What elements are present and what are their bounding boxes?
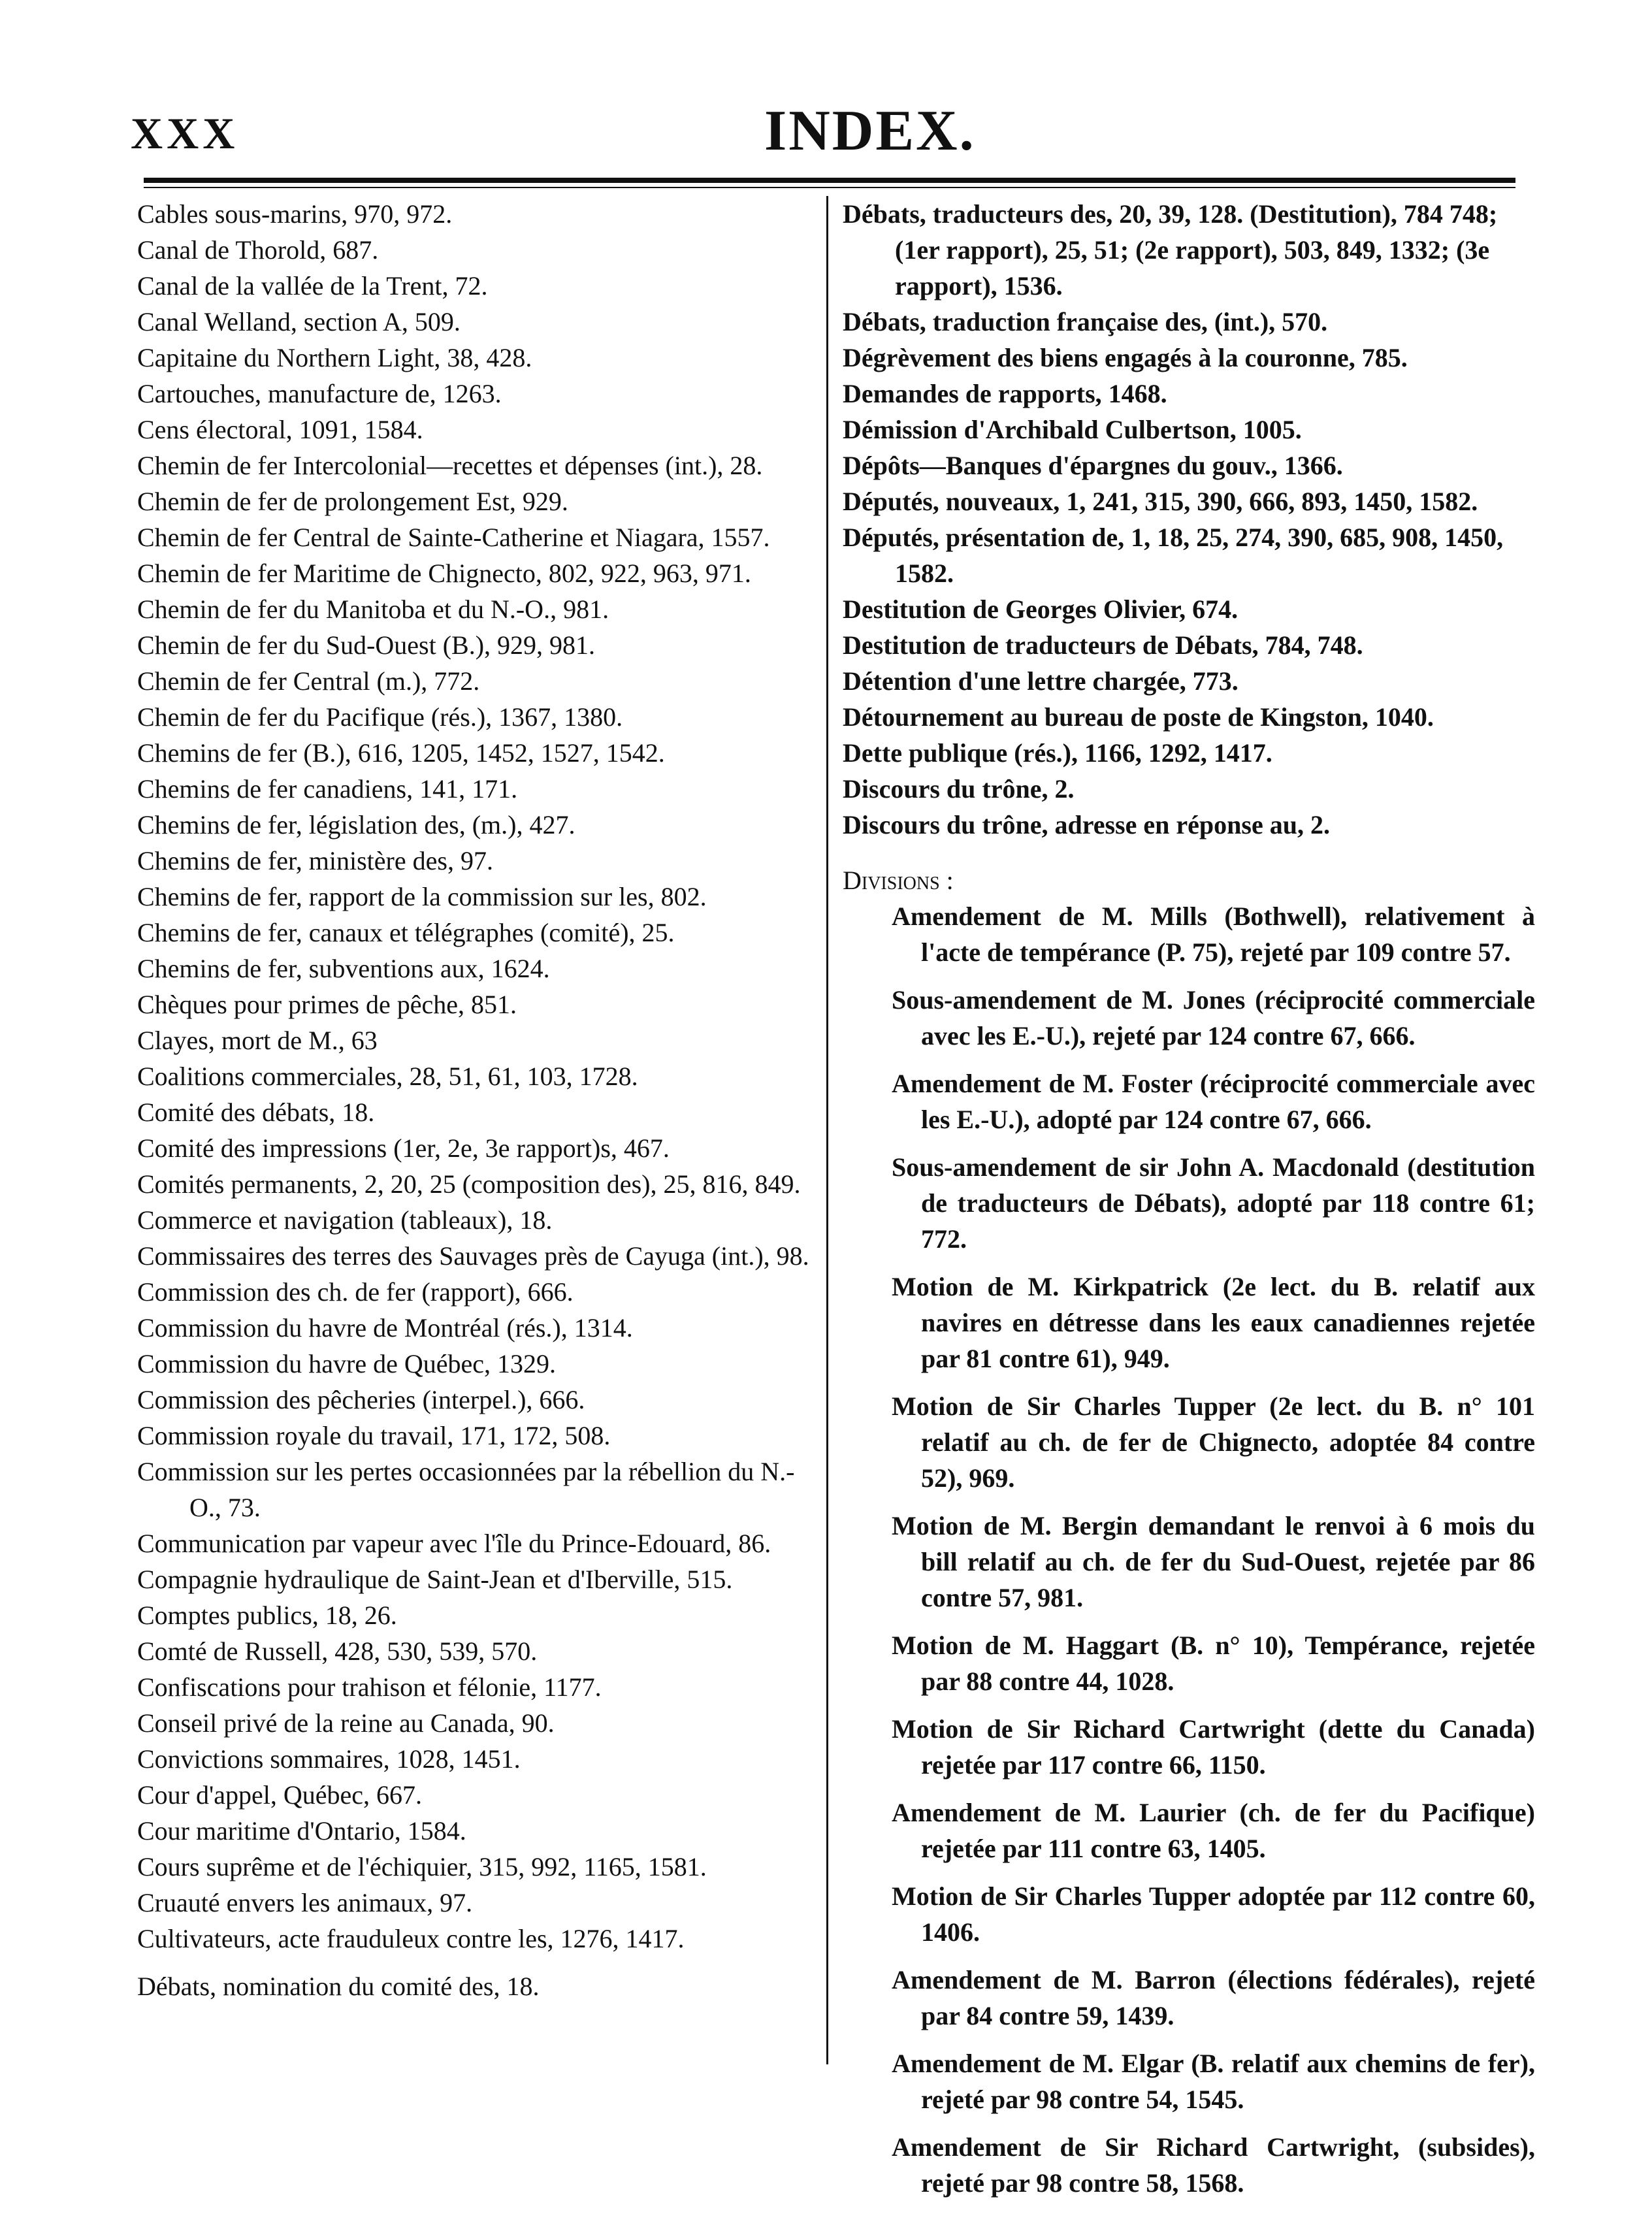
index-entry: Détention d'une lettre chargée, 773. [843, 666, 1239, 696]
index-entry: Députés, nouveaux, 1, 241, 315, 390, 666, 893, 1450, 1582. [843, 487, 1478, 516]
index-entry: Cour maritime d'Ontario, 1584. [137, 1816, 466, 1846]
division-entry: Amendement de M. Barron (élections fédérales), rejeté par 84 contre 59, 1439. [892, 1965, 1535, 2030]
index-entry: Chemins de fer (B.), 616, 1205, 1452, 1527, 1542. [137, 738, 665, 768]
division-entry: Motion de M. Kirkpatrick (2e lect. du B. relatif aux navires en détresse dans les eaux canadiennes rejetée par 81 contre 61), 949. [892, 1272, 1535, 1373]
division-entry: Amendement de Sir Richard Cartwright, (subsides), rejeté par 98 contre 58, 1568. [892, 2132, 1535, 2198]
index-entry: Cens électoral, 1091, 1584. [137, 415, 423, 444]
index-entry: Clayes, mort de M., 63 [137, 1026, 378, 1055]
index-entry: Demandes de rapports, 1468. [843, 379, 1167, 408]
page-number: XXX [131, 108, 239, 158]
index-entry: Capitaine du Northern Light, 38, 428. [137, 343, 532, 372]
index-entry: Cour d'appel, Québec, 667. [137, 1780, 422, 1810]
left-column [137, 196, 817, 2004]
header-rule [144, 178, 1515, 183]
division-entry: Sous-amendement de sir John A. Macdonald (destitution de traducteurs de Débats), adopté par 118 contre 61; 772. [892, 1152, 1535, 1254]
index-entry: Chemins de fer, canaux et télégraphes (comité), 25. [137, 918, 675, 947]
index-entry: Chemins de fer, rapport de la commission sur les, 802. [137, 882, 707, 911]
divisions-heading: Divisions : [843, 866, 954, 895]
division-entry: Sous-amendement de M. Jones (réciprocité commerciale avec les E.-U.), rejeté par 124 contre 67, 666. [892, 985, 1535, 1050]
index-entry: Comités permanents, 2, 20, 25 (composition des), 25, 816, 849. [137, 1169, 801, 1199]
index-entry: Chemin de fer de prolongement Est, 929. [137, 487, 568, 516]
index-entry: Chemin de fer du Pacifique (rés.), 1367, 1380. [137, 702, 623, 732]
index-entry: Chemin de fer du Sud-Ouest (B.), 929, 981. [137, 630, 596, 660]
index-entry: Chemins de fer, législation des, (m.), 427. [137, 810, 575, 839]
header-rule-thin [144, 187, 1515, 188]
index-entry: Canal de la vallée de la Trent, 72. [137, 271, 488, 301]
index-entry: Commission du havre de Montréal (rés.), 1314. [137, 1313, 633, 1342]
index-entry: Chemins de fer, ministère des, 97. [137, 846, 493, 875]
index-entry: Destitution de Georges Olivier, 674. [843, 594, 1239, 624]
division-entry: Amendement de M. Mills (Bothwell), relativement à l'acte de tempérance (P. 75), rejeté par 109 contre 57. [892, 902, 1535, 967]
division-entry: Motion de Sir Charles Tupper (2e lect. du B. n° 101 relatif au ch. de fer de Chignecto, adoptée 84 contre 52), 969. [892, 1391, 1535, 1493]
division-entry: Motion de M. Haggart (B. n° 10), Tempérance, rejetée par 88 contre 44, 1028. [892, 1631, 1535, 1696]
index-entry: Canal de Thorold, 687. [137, 235, 379, 265]
index-entry: Démission d'Archibald Culbertson, 1005. [843, 415, 1302, 444]
index-entry: Discours du trône, adresse en réponse au, 2. [843, 810, 1330, 839]
division-entry: Amendement de M. Elgar (B. relatif aux chemins de fer), rejeté par 98 contre 54, 1545. [892, 2049, 1535, 2114]
division-entry: Motion de Sir Richard Cartwright (dette du Canada) rejetée par 117 contre 66, 1150. [892, 1714, 1535, 1780]
division-entry: Amendement de M. Laurier (ch. de fer du Pacifique) rejetée par 111 contre 63, 1405. [892, 1798, 1535, 1863]
index-entry: Convictions sommaires, 1028, 1451. [137, 1744, 521, 1774]
index-entry: Chemin de fer Maritime de Chignecto, 802, 922, 963, 971. [137, 559, 751, 588]
index-entry: Communication par vapeur avec l'île du Prince-Edouard, 86. [137, 1529, 771, 1558]
index-entry: Comptes publics, 18, 26. [137, 1601, 397, 1630]
index-entry: Débats, traducteurs des, 20, 39, 128. (Destitution), 784 748; (1er rapport), 25, 51; (2e rapport), 503, 849, 1332; (3e rapport), 1536. [843, 199, 1498, 301]
index-entry: Compagnie hydraulique de Saint-Jean et d'Iberville, 515. [137, 1565, 733, 1594]
index-entry: Chèques pour primes de pêche, 851. [137, 990, 517, 1019]
right-column [843, 196, 1535, 2201]
column-divider [826, 196, 828, 2064]
index-entry: Dépôts—Banques d'épargnes du gouv., 1366. [843, 451, 1343, 480]
division-entry: Amendement de M. Foster (réciprocité commerciale avec les E.-U.), adopté par 124 contre 67, 666. [892, 1069, 1535, 1134]
index-entry: Cartouches, manufacture de, 1263. [137, 379, 502, 408]
index-entry: Conseil privé de la reine au Canada, 90. [137, 1708, 555, 1738]
index-entry: Députés, présentation de, 1, 18, 25, 274, 390, 685, 908, 1450, 1582. [843, 523, 1504, 588]
index-entry: Cables sous-marins, 970, 972. [137, 199, 453, 229]
index-entry: Cruauté envers les animaux, 97. [137, 1888, 473, 1917]
division-entry: Motion de Sir Charles Tupper adoptée par 112 contre 60, 1406. [892, 1881, 1535, 1947]
index-entry: Commission des ch. de fer (rapport), 666. [137, 1277, 574, 1307]
index-entry: Détournement au bureau de poste de Kingston, 1040. [843, 702, 1434, 732]
index-entry: Chemin de fer Central de Sainte-Catherine et Niagara, 1557. [137, 523, 770, 552]
index-entry: Chemin de fer Intercolonial—recettes et dépenses (int.), 28. [137, 451, 763, 480]
index-entry: Canal Welland, section A, 509. [137, 307, 461, 336]
index-entry: Destitution de traducteurs de Débats, 784, 748. [843, 630, 1363, 660]
index-entry: Cultivateurs, acte frauduleux contre les, 1276, 1417. [137, 1924, 685, 1953]
index-entry: Commission des pêcheries (interpel.), 666. [137, 1385, 585, 1414]
division-entry: Motion de M. Bergin demandant le renvoi à 6 mois du bill relatif au ch. de fer du Sud-Ouest, rejetée par 86 contre 57, 981. [892, 1511, 1535, 1612]
index-entry: Chemins de fer canadiens, 141, 171. [137, 774, 518, 804]
index-entry: Comité des débats, 18. [137, 1098, 375, 1127]
index-entry: Commerce et navigation (tableaux), 18. [137, 1205, 553, 1235]
index-entry: Confiscations pour trahison et félonie, 1177. [137, 1672, 602, 1702]
index-entry: Discours du trône, 2. [843, 774, 1075, 804]
index-entry: Débats, nomination du comité des, 18. [137, 1972, 540, 2001]
index-entry: Chemins de fer, subventions aux, 1624. [137, 954, 550, 983]
index-entry: Commission sur les pertes occasionnées par la rébellion du N.-O., 73. [137, 1457, 795, 1522]
index-entry: Dégrèvement des biens engagés à la couronne, 785. [843, 343, 1408, 372]
index-entry: Commission royale du travail, 171, 172, 508. [137, 1421, 611, 1450]
index-entry: Dette publique (rés.), 1166, 1292, 1417. [843, 738, 1272, 768]
index-entry: Commission du havre de Québec, 1329. [137, 1349, 556, 1378]
index-entry: Chemin de fer du Manitoba et du N.-O., 981. [137, 594, 609, 624]
index-entry: Coalitions commerciales, 28, 51, 61, 103, 1728. [137, 1062, 638, 1091]
index-entry: Cours suprême et de l'échiquier, 315, 992, 1165, 1581. [137, 1852, 707, 1881]
index-entry: Débats, traduction française des, (int.), 570. [843, 307, 1328, 336]
index-entry: Commissaires des terres des Sauvages près de Cayuga (int.), 98. [137, 1241, 809, 1271]
index-entry: Chemin de fer Central (m.), 772. [137, 666, 480, 696]
page-title: INDEX. [764, 99, 976, 163]
index-entry: Comté de Russell, 428, 530, 539, 570. [137, 1636, 538, 1666]
index-entry: Comité des impressions (1er, 2e, 3e rapport)s, 467. [137, 1133, 670, 1163]
